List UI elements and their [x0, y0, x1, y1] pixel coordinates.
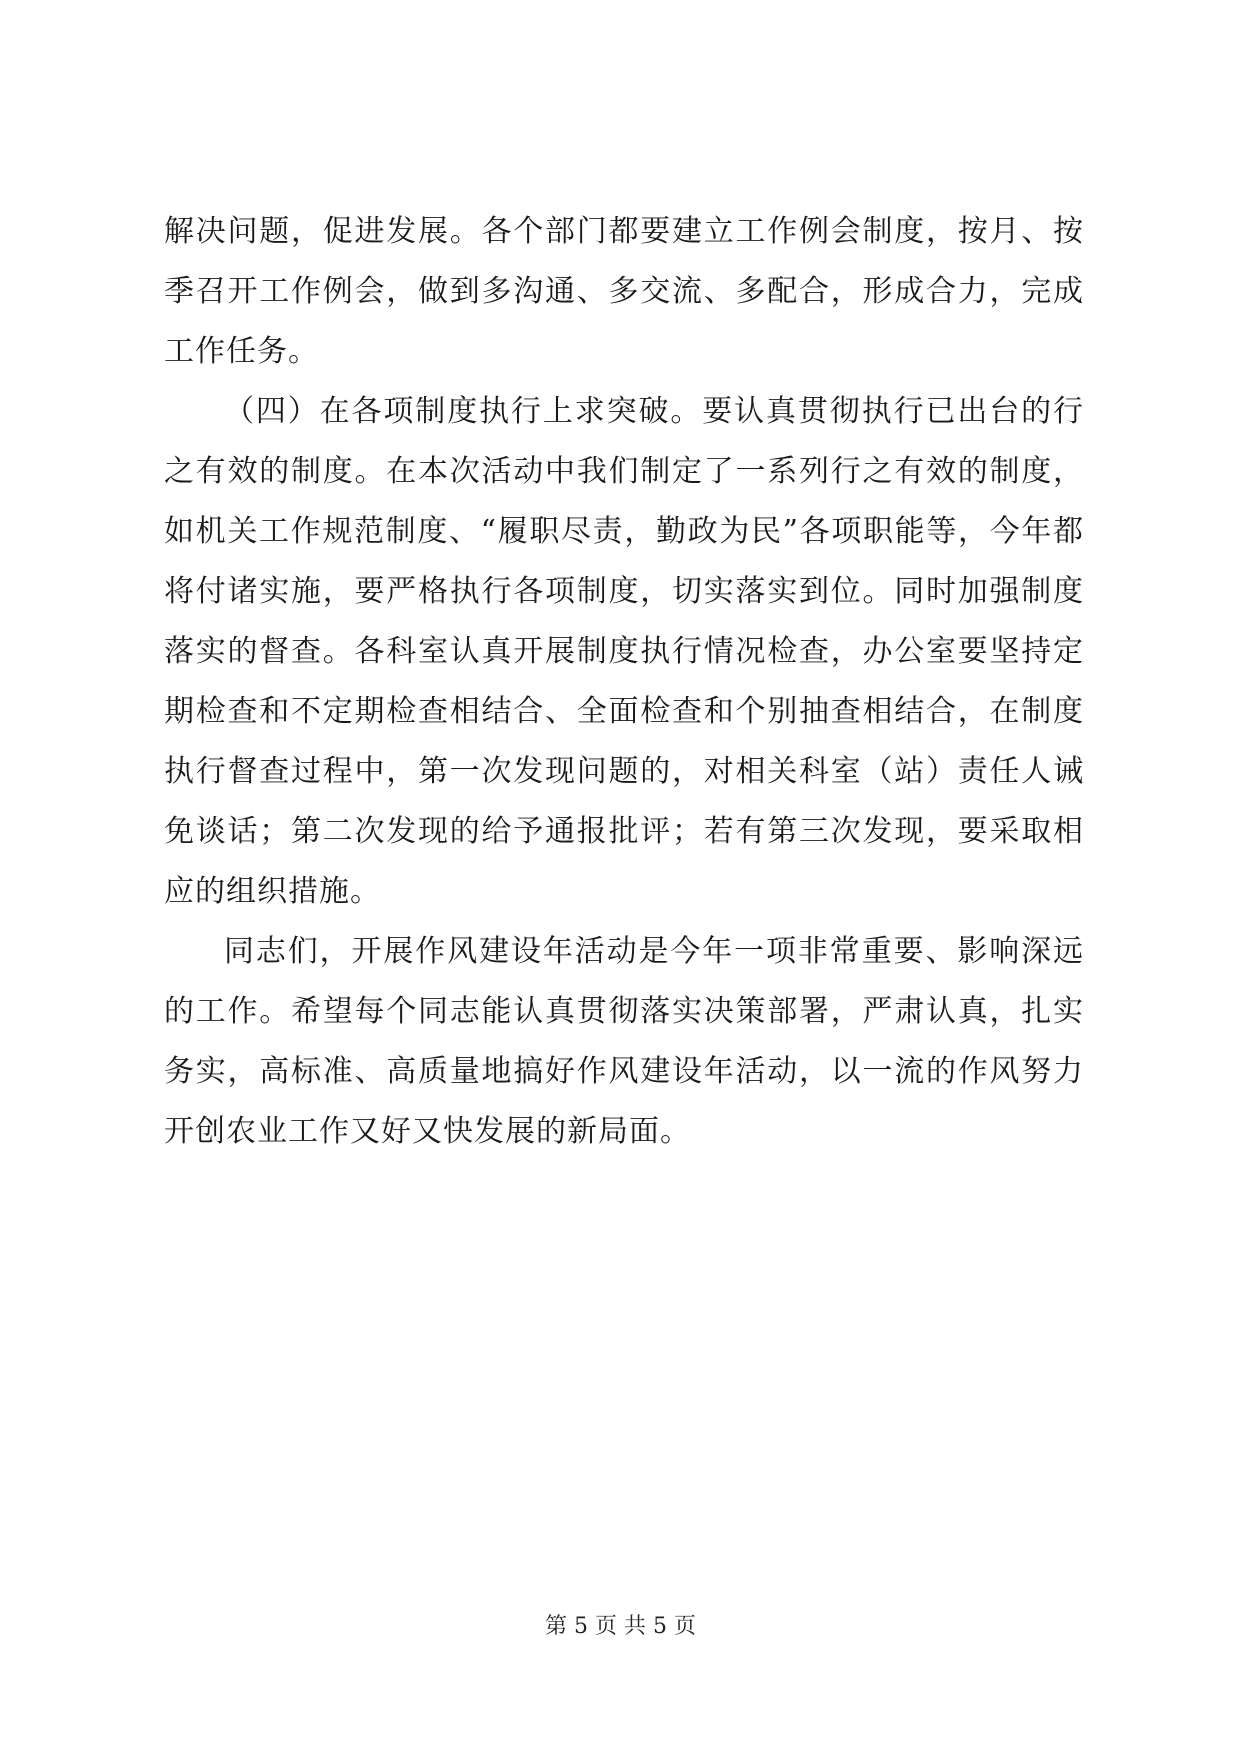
paragraph-section-four: （四）在各项制度执行上求突破。要认真贯彻执行已出台的行之有效的制度。在本次活动中我们制定了一系列行之有效的制度，如机关工作规范制度、“履职尽责，勤政为民”各项职能等，今年都将付诸实施，要严格执行各项制度，切实落实到位。同时加强制度落实的督查。各科室认真开展制度执行情况检查，办公室要坚持定期检查和不定期检查相结合、全面检查和个别抽查相结合，在制度执行督查过程中，第一次发现问题的，对相关科室（站）责任人诫免谈话；第二次发现的给予通报批评；若有第三次发现，要采取相应的组织措施。	[164, 394, 1084, 909]
document-body	[164, 202, 1084, 1162]
page-number-footer: 第 5 页 共 5 页	[545, 1614, 696, 1639]
paragraph-continuation: 解决问题，促进发展。各个部门都要建立工作例会制度，按月、按季召开工作例会，做到多沟通、多交流、多配合，形成合力，完成工作任务。	[164, 214, 1084, 369]
paragraph-closing: 同志们，开展作风建设年活动是今年一项非常重要、影响深远的工作。希望每个同志能认真贯彻落实决策部署，严肃认真，扎实务实，高标准、高质量地搞好作风建设年活动，以一流的作风努力开创农业工作又好又快发展的新局面。	[164, 934, 1084, 1149]
